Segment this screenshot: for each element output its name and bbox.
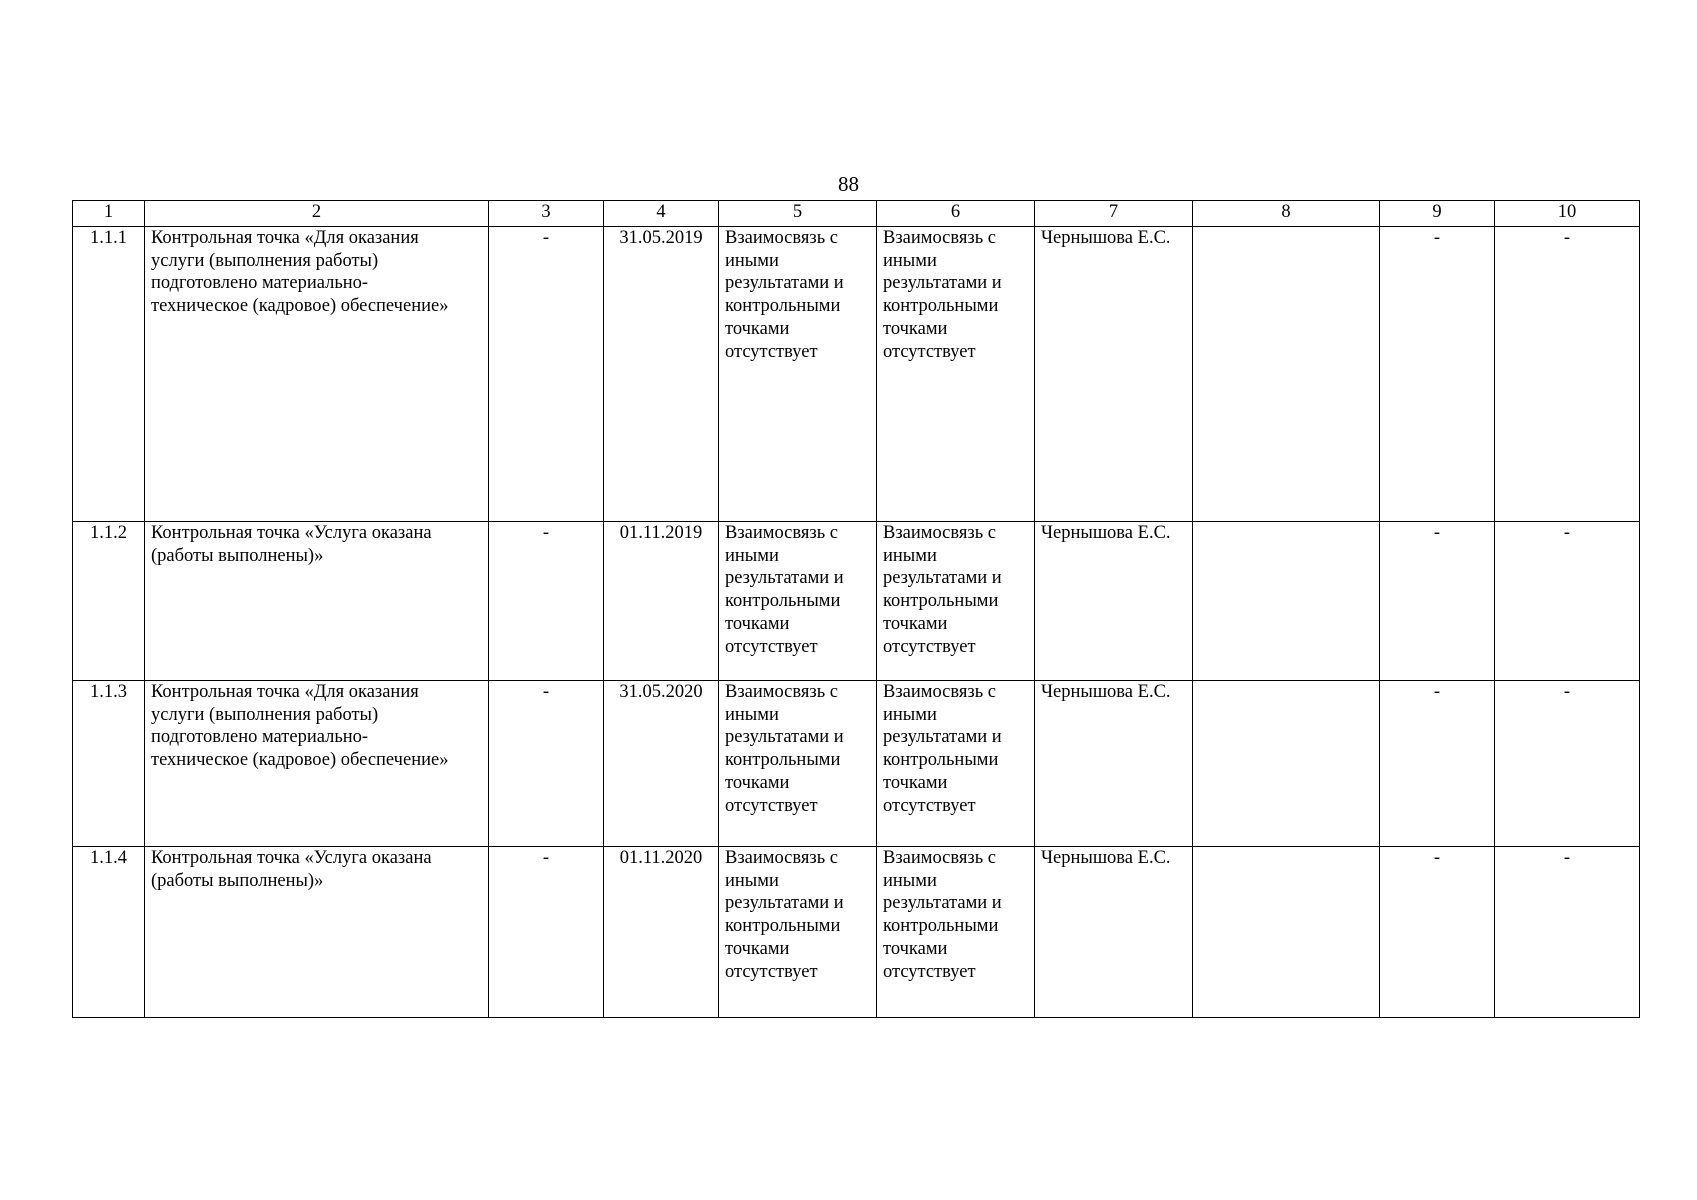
control-point-name-text: Контрольная точка «Для оказания услуги (выполнения работы) подготовлено материально- техническое (кадровое) обеспечение» [151,228,449,317]
cell-col3: - [489,227,604,522]
cell-col9: - [1380,847,1495,1018]
cell-col8 [1193,681,1380,847]
cell-col6 [877,227,1035,522]
cell-col5-text: Взаимосвязь с иными результатами и контрольными точками отсутствует [725,523,844,657]
cell-col10: - [1495,847,1640,1018]
responsible-person: Чернышова Е.С. [1035,847,1193,1018]
cell-col10: - [1495,522,1640,681]
control-points-table [72,200,1640,1018]
table-row [73,227,1640,522]
cell-col9: - [1380,522,1495,681]
table-row [73,522,1640,681]
control-point-name-text: Контрольная точка «Услуга оказана (работы выполнены)» [151,523,432,566]
column-header-3: 3 [489,201,604,227]
cell-col6-text: Взаимосвязь с иными результатами и контрольными точками отсутствует [883,848,1002,982]
column-header-10: 10 [1495,201,1640,227]
table-row [73,847,1640,1018]
control-point-date: 01.11.2020 [604,847,719,1018]
column-header-1: 1 [73,201,145,227]
cell-col3: - [489,847,604,1018]
control-point-name [145,522,489,681]
control-point-name [145,847,489,1018]
cell-col8 [1193,847,1380,1018]
cell-col9: - [1380,227,1495,522]
column-header-8: 8 [1193,201,1380,227]
responsible-person: Чернышова Е.С. [1035,681,1193,847]
cell-col8 [1193,227,1380,522]
control-point-date: 31.05.2020 [604,681,719,847]
cell-col8 [1193,522,1380,681]
cell-col10: - [1495,681,1640,847]
page-number: 88 [838,172,859,196]
cell-col5 [719,227,877,522]
cell-col6 [877,681,1035,847]
cell-col5 [719,522,877,681]
cell-col5 [719,847,877,1018]
cell-col6 [877,522,1035,681]
control-point-name-text: Контрольная точка «Для оказания услуги (выполнения работы) подготовлено материально- техническое (кадровое) обеспечение» [151,682,449,771]
responsible-person: Чернышова Е.С. [1035,522,1193,681]
row-number: 1.1.3 [73,681,145,847]
column-header-2: 2 [145,201,489,227]
cell-col10: - [1495,227,1640,522]
control-point-name [145,227,489,522]
cell-col3: - [489,522,604,681]
table-header-row [73,201,1640,227]
row-number: 1.1.2 [73,522,145,681]
cell-col5-text: Взаимосвязь с иными результатами и контрольными точками отсутствует [725,228,844,362]
responsible-person: Чернышова Е.С. [1035,227,1193,522]
cell-col6 [877,847,1035,1018]
column-header-9: 9 [1380,201,1495,227]
control-point-date: 31.05.2019 [604,227,719,522]
control-point-name [145,681,489,847]
cell-col9: - [1380,681,1495,847]
control-point-name-text: Контрольная точка «Услуга оказана (работы выполнены)» [151,848,432,891]
cell-col6-text: Взаимосвязь с иными результатами и контрольными точками отсутствует [883,228,1002,362]
cell-col5 [719,681,877,847]
cell-col5-text: Взаимосвязь с иными результатами и контрольными точками отсутствует [725,682,844,816]
cell-col3: - [489,681,604,847]
table-row [73,681,1640,847]
column-header-6: 6 [877,201,1035,227]
column-header-5: 5 [719,201,877,227]
row-number: 1.1.4 [73,847,145,1018]
control-point-date: 01.11.2019 [604,522,719,681]
column-header-7: 7 [1035,201,1193,227]
row-number: 1.1.1 [73,227,145,522]
column-header-4: 4 [604,201,719,227]
cell-col5-text: Взаимосвязь с иными результатами и контрольными точками отсутствует [725,848,844,982]
cell-col6-text: Взаимосвязь с иными результатами и контрольными точками отсутствует [883,682,1002,816]
cell-col6-text: Взаимосвязь с иными результатами и контрольными точками отсутствует [883,523,1002,657]
